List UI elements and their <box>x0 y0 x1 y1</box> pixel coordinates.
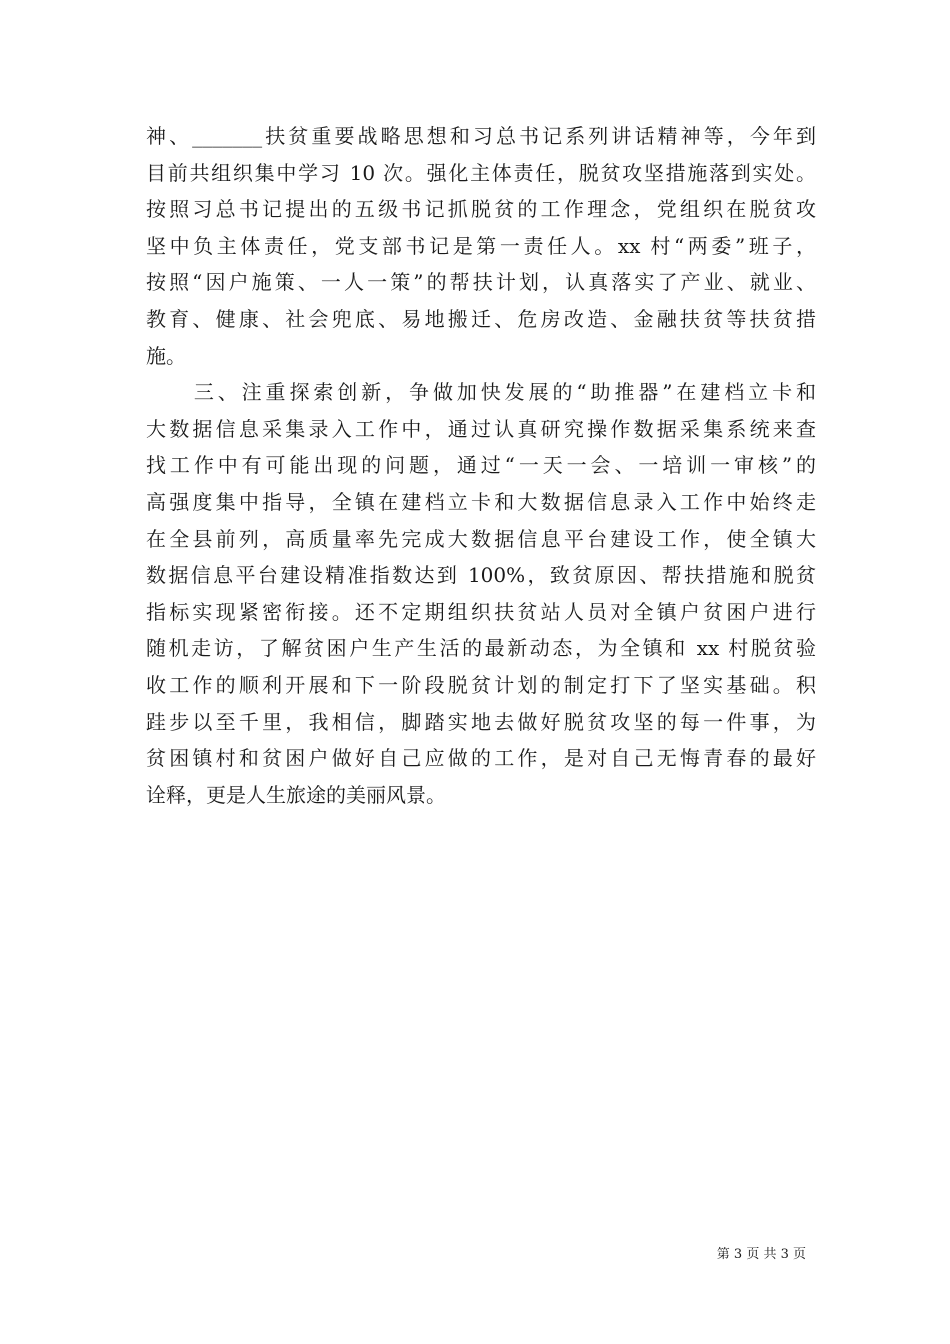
text-line: 高强度集中指导，全镇在建档立卡和大数据信息录入工作中始终走 <box>146 489 816 514</box>
text-line: 找工作中有可能出现的问题，通过“一天一会、一培训一审核”的 <box>146 453 816 478</box>
text-line: 收工作的顺利开展和下一阶段脱贫计划的制定打下了坚实基础。积 <box>146 672 816 697</box>
text-line: 三、注重探索创新，争做加快发展的“助推器”在建档立卡和 <box>146 380 816 405</box>
text-line: 诠释，更是人生旅途的美丽风景。 <box>146 782 446 807</box>
text-line: 跬步以至千里，我相信，脚踏实地去做好脱贫攻坚的每一件事，为 <box>146 709 816 734</box>
text-line: 教育、健康、社会兜底、易地搬迁、危房改造、金融扶贫等扶贫措 <box>146 306 816 331</box>
text-line: 按照“因户施策、一人一策”的帮扶计划，认真落实了产业、就业、 <box>146 270 816 295</box>
text-line: 数据信息平台建设精准指数达到 100%，致贫原因、帮扶措施和脱贫 <box>146 563 816 588</box>
text-line: 随机走访，了解贫困户生产生活的最新动态，为全镇和 xx 村脱贫验 <box>146 636 816 661</box>
text-line: 按照习总书记提出的五级书记抓脱贫的工作理念，党组织在脱贫攻 <box>146 197 816 222</box>
text-line: 贫困镇村和贫困户做好自己应做的工作，是对自己无悔青春的最好 <box>146 746 816 771</box>
text-line: 坚中负主体责任，党支部书记是第一责任人。xx 村“两委”班子， <box>146 233 816 258</box>
page-number-footer: 第 3 页 共 3 页 <box>716 1247 806 1262</box>
text-line: 大数据信息采集录入工作中，通过认真研究操作数据采集系统来查 <box>146 416 816 441</box>
text-line: 在全县前列，高质量率先完成大数据信息平台建设工作，使全镇大 <box>146 526 816 551</box>
text-line: 神、_______扶贫重要战略思想和习总书记系列讲话精神等，今年到 <box>146 124 816 148</box>
text-line: 施。 <box>146 343 186 368</box>
body-text <box>146 118 816 813</box>
text-line: 目前共组织集中学习 10 次。强化主体责任，脱贫攻坚措施落到实处。 <box>146 160 816 185</box>
text-line: 指标实现紧密衔接。还不定期组织扶贫站人员对全镇户贫困户进行 <box>146 599 816 624</box>
